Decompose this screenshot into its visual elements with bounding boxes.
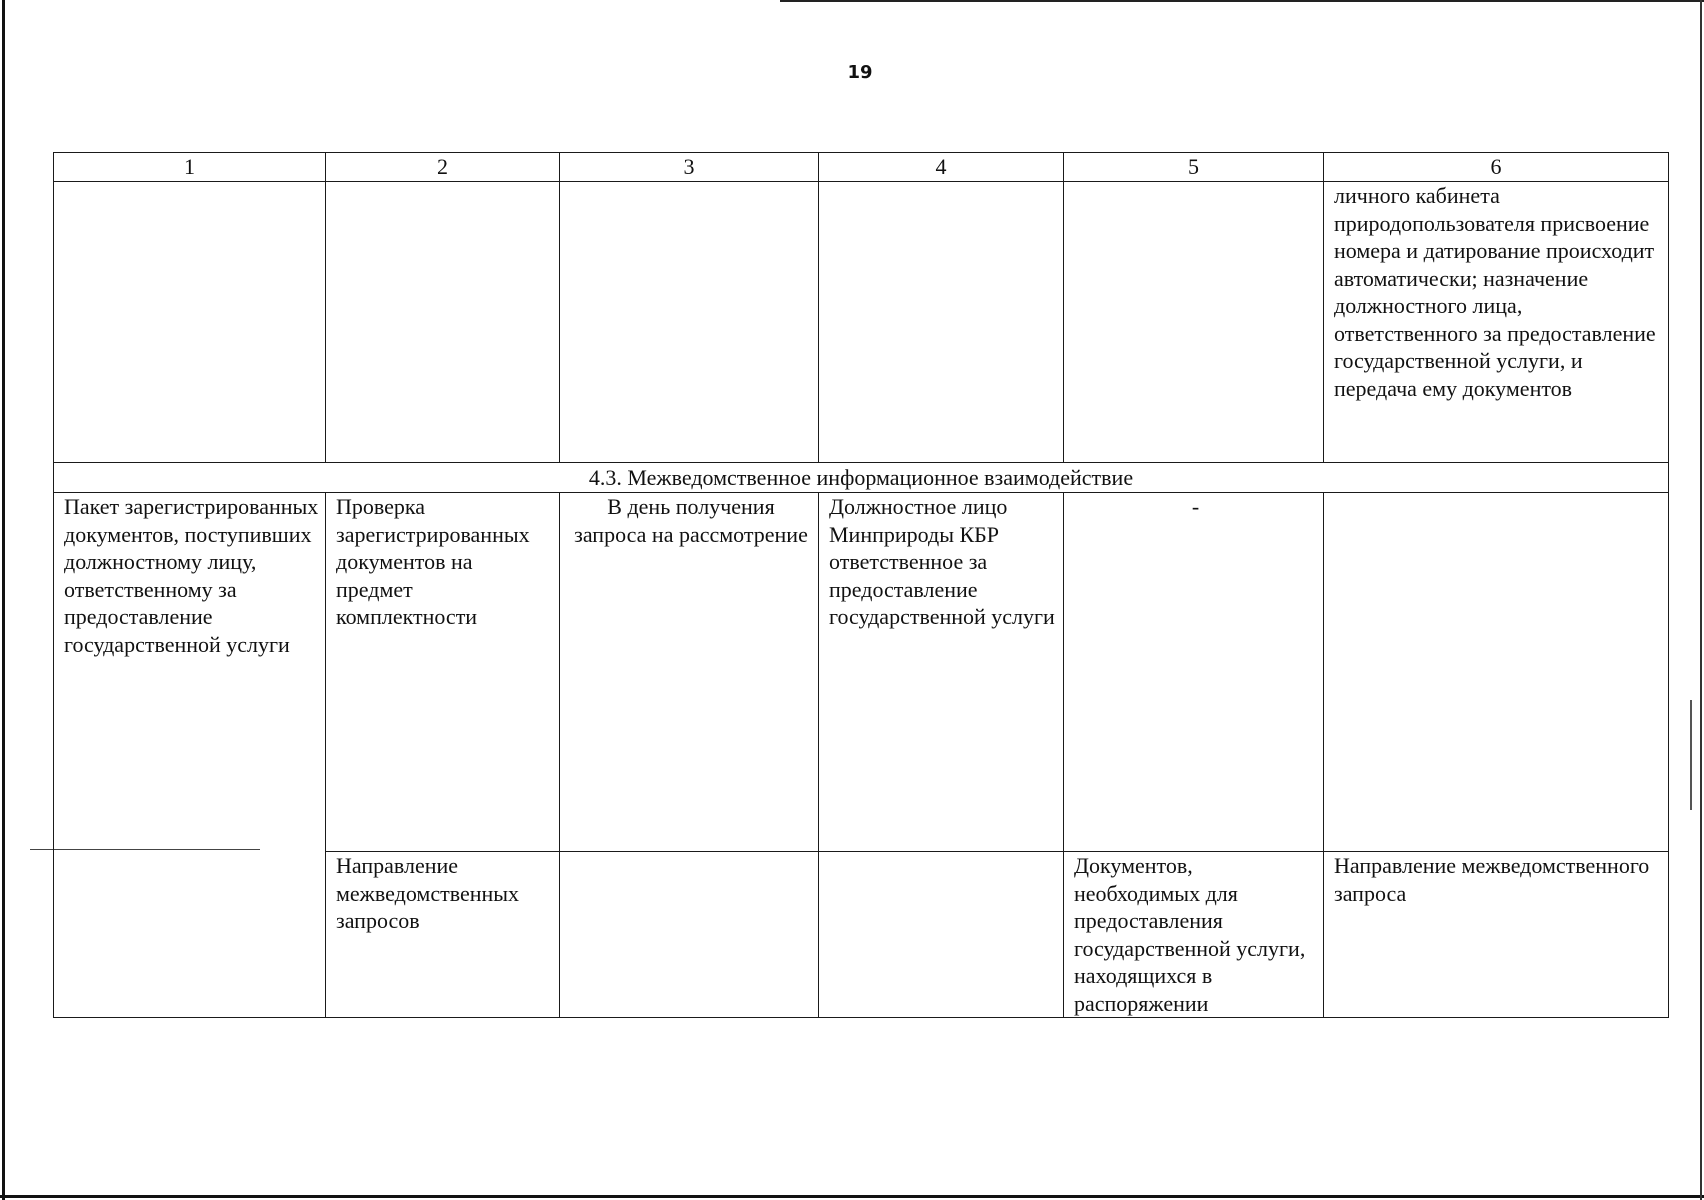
column-number-6: 6: [1324, 153, 1669, 182]
column-number-2: 2: [326, 153, 560, 182]
page-number: 19: [847, 62, 873, 83]
info-system-cell: -: [1064, 493, 1324, 852]
info-system-cell: Документов, необходимых для предоставления государственной услуги, находящихся в распоряжении: [1064, 852, 1324, 1018]
result-cell: Направление межведомственного запроса: [1324, 852, 1669, 1018]
document-table: [53, 152, 1669, 1018]
table-row: [54, 493, 1669, 852]
section-title: 4.3. Межведомственное информационное взаимодействие: [54, 463, 1669, 493]
section-title-row: [54, 463, 1669, 493]
table-cell-empty: [819, 182, 1064, 463]
page-frame-left: [2, 0, 5, 1200]
deadline-cell: [560, 852, 819, 1018]
column-number-1: 1: [54, 153, 326, 182]
result-cell: [1324, 493, 1669, 852]
action-cell: Проверка зарегистрированных документов на предмет комплектности: [326, 493, 560, 852]
page-frame-top: [780, 0, 1704, 2]
scan-artifact: [1690, 700, 1692, 810]
table-cell-empty: [560, 182, 819, 463]
responsible-cell: Должностное лицо Минприроды КБР ответственное за предоставление государственной услуги: [819, 493, 1064, 852]
page-frame-right: [1700, 0, 1702, 1200]
column-number-3: 3: [560, 153, 819, 182]
table-header-row: [54, 153, 1669, 182]
continuation-row: [54, 182, 1669, 463]
basis-cell: Пакет зарегистрированных документов, поступивших должностному лицу, ответственному за предоставление государственной услуги: [54, 493, 326, 1018]
action-cell: Направление межведомственных запросов: [326, 852, 560, 1018]
continuation-result-cell: личного кабинета природопользователя присвоение номера и датирование происходит автоматически; назначение должностного лица, ответственного за предоставление государственной услуги, и передача ему документов: [1324, 182, 1669, 463]
deadline-cell: В день получения запроса на рассмотрение: [560, 493, 819, 852]
column-number-5: 5: [1064, 153, 1324, 182]
table-cell-empty: [326, 182, 560, 463]
responsible-cell: [819, 852, 1064, 1018]
table-cell-empty: [1064, 182, 1324, 463]
column-number-4: 4: [819, 153, 1064, 182]
table-cell-empty: [54, 182, 326, 463]
page-frame-bottom: [0, 1195, 1704, 1198]
